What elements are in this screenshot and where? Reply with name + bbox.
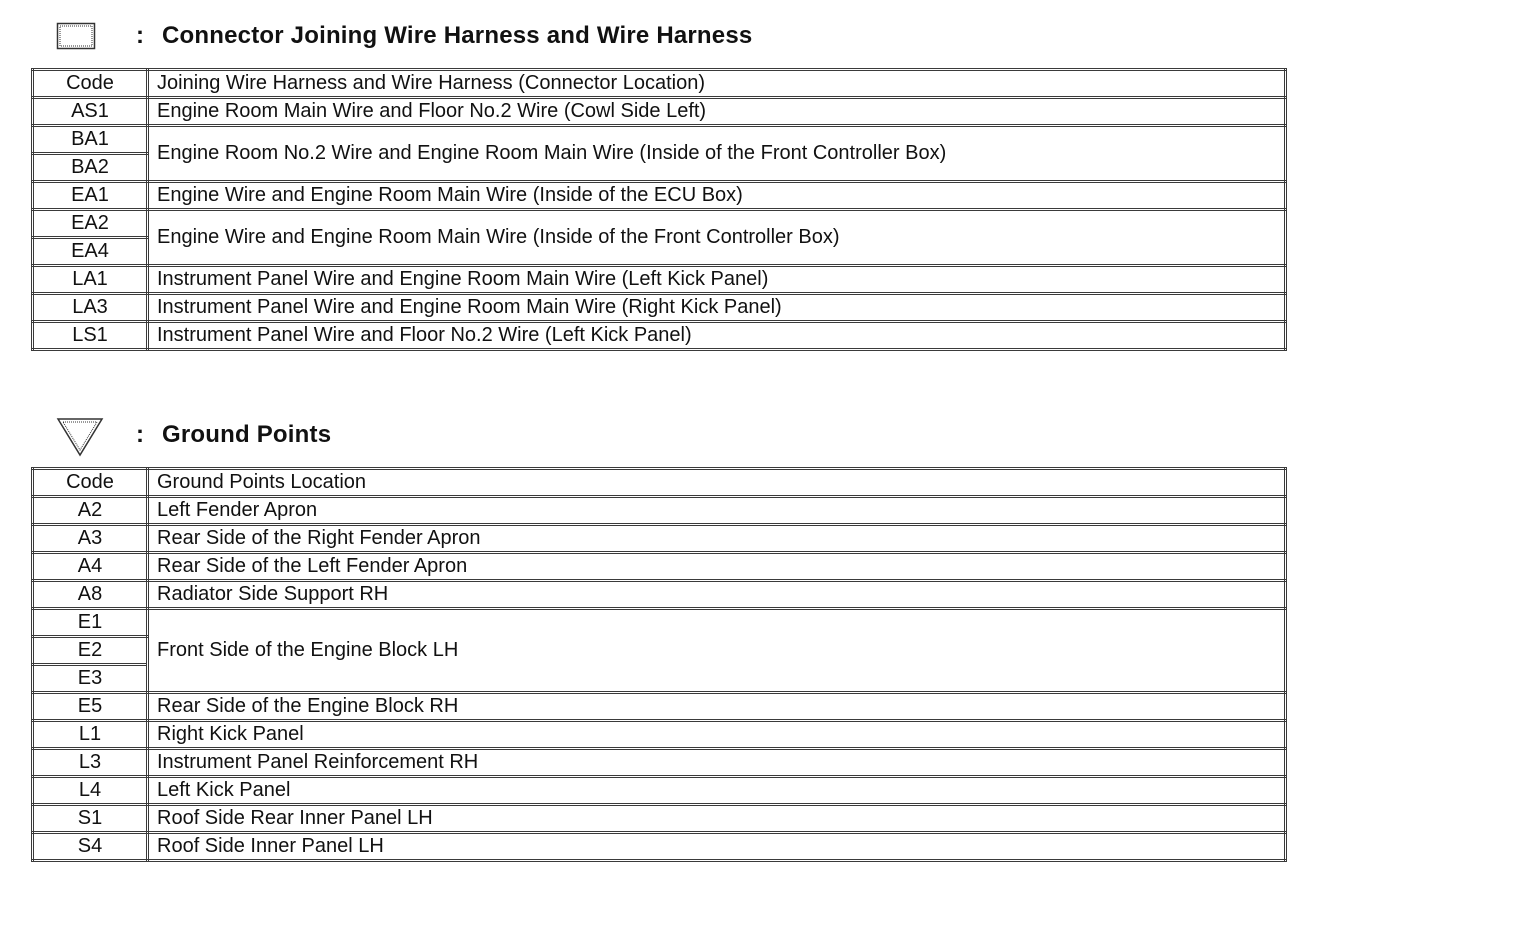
connector-section-header — [56, 18, 752, 54]
ground-table — [31, 467, 1287, 862]
down-triangle-icon — [56, 417, 104, 453]
code-cell: E1 — [33, 609, 148, 637]
ground-colon: : — [136, 421, 144, 448]
ground-table-body — [33, 469, 1286, 861]
table-row — [33, 525, 1286, 553]
table-row — [33, 266, 1286, 294]
ground-section-header — [56, 417, 331, 453]
code-cell: A3 — [33, 525, 148, 553]
code-cell: A4 — [33, 553, 148, 581]
code-cell: AS1 — [33, 98, 148, 126]
table-row — [33, 98, 1286, 126]
description-cell: Engine Wire and Engine Room Main Wire (Inside of the ECU Box) — [148, 182, 1286, 210]
table-row — [33, 322, 1286, 350]
table-header-row — [33, 469, 1286, 497]
description-cell: Instrument Panel Wire and Engine Room Main Wire (Left Kick Panel) — [148, 266, 1286, 294]
description-cell: Right Kick Panel — [148, 721, 1286, 749]
code-cell: E2 — [33, 637, 148, 665]
ground-section-title: Ground Points — [162, 421, 332, 448]
code-cell: E3 — [33, 665, 148, 693]
code-cell: S4 — [33, 833, 148, 861]
description-cell: Left Fender Apron — [148, 497, 1286, 525]
description-column-header: Ground Points Location — [148, 469, 1286, 497]
code-cell: L1 — [33, 721, 148, 749]
table-row — [33, 126, 1286, 154]
description-cell: Instrument Panel Wire and Floor No.2 Wire (Left Kick Panel) — [148, 322, 1286, 350]
description-cell: Instrument Panel Reinforcement RH — [148, 749, 1286, 777]
description-cell: Engine Wire and Engine Room Main Wire (Inside of the Front Controller Box) — [148, 210, 1286, 266]
code-cell: LS1 — [33, 322, 148, 350]
table-row — [33, 805, 1286, 833]
description-cell: Rear Side of the Right Fender Apron — [148, 525, 1286, 553]
table-header-row — [33, 70, 1286, 98]
description-cell: Engine Room Main Wire and Floor No.2 Wire (Cowl Side Left) — [148, 98, 1286, 126]
code-cell: LA3 — [33, 294, 148, 322]
table-row — [33, 294, 1286, 322]
description-cell: Rear Side of the Engine Block RH — [148, 693, 1286, 721]
code-column-header: Code — [33, 469, 148, 497]
table-row — [33, 497, 1286, 525]
code-cell: LA1 — [33, 266, 148, 294]
description-cell: Left Kick Panel — [148, 777, 1286, 805]
table-row — [33, 777, 1286, 805]
table-row — [33, 210, 1286, 238]
code-cell: BA2 — [33, 154, 148, 182]
code-cell: BA1 — [33, 126, 148, 154]
connector-table-body — [33, 70, 1286, 350]
table-row — [33, 182, 1286, 210]
description-column-header: Joining Wire Harness and Wire Harness (Connector Location) — [148, 70, 1286, 98]
table-row — [33, 609, 1286, 637]
table-row — [33, 721, 1286, 749]
description-cell: Roof Side Inner Panel LH — [148, 833, 1286, 861]
table-row — [33, 833, 1286, 861]
connector-section-title: Connector Joining Wire Harness and Wire Harness — [162, 22, 753, 49]
description-cell: Instrument Panel Wire and Engine Room Main Wire (Right Kick Panel) — [148, 294, 1286, 322]
description-cell: Rear Side of the Left Fender Apron — [148, 553, 1286, 581]
code-cell: E5 — [33, 693, 148, 721]
code-cell: A2 — [33, 497, 148, 525]
description-cell: Roof Side Rear Inner Panel LH — [148, 805, 1286, 833]
code-cell: EA2 — [33, 210, 148, 238]
connector-table — [31, 68, 1287, 351]
description-cell: Engine Room No.2 Wire and Engine Room Main Wire (Inside of the Front Controller Box) — [148, 126, 1286, 182]
table-row — [33, 749, 1286, 777]
code-cell: L4 — [33, 777, 148, 805]
code-column-header: Code — [33, 70, 148, 98]
table-row — [33, 553, 1286, 581]
code-cell: EA1 — [33, 182, 148, 210]
code-cell: EA4 — [33, 238, 148, 266]
connector-colon: : — [136, 22, 144, 49]
description-cell: Radiator Side Support RH — [148, 581, 1286, 609]
code-cell: S1 — [33, 805, 148, 833]
table-row — [33, 693, 1286, 721]
description-cell: Front Side of the Engine Block LH — [148, 609, 1286, 693]
code-cell: L3 — [33, 749, 148, 777]
table-row — [33, 581, 1286, 609]
rectangle-box-icon — [56, 22, 96, 50]
code-cell: A8 — [33, 581, 148, 609]
